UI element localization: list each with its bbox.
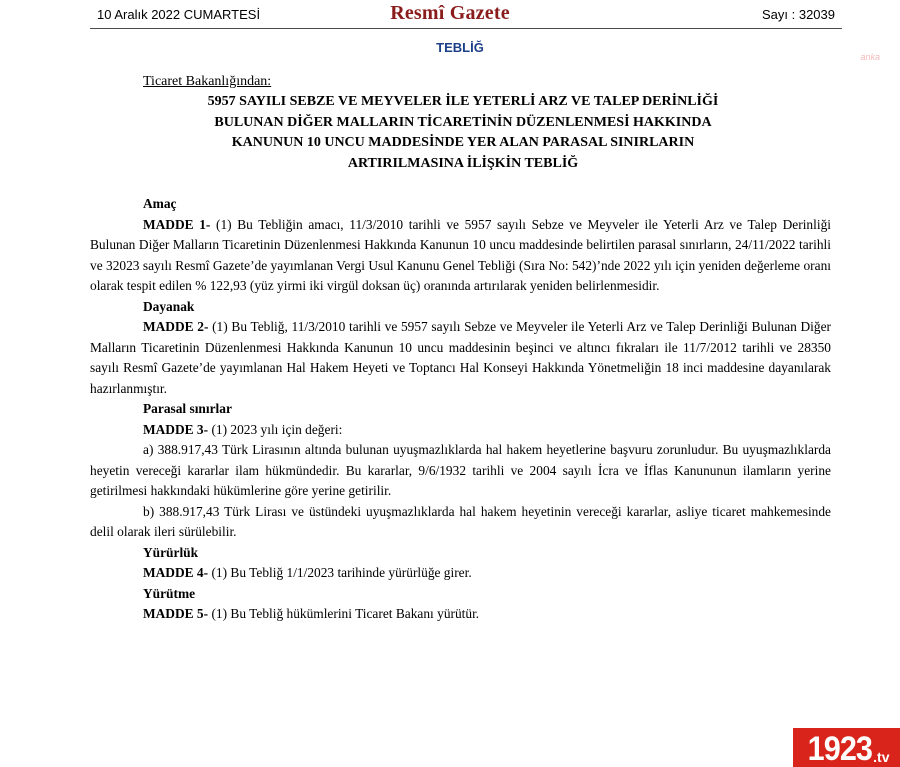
article-text: (1) Bu Tebliğ 1/1/2023 tarihinde yürürlüğe girer. <box>208 565 472 580</box>
watermark-logo: anka <box>860 52 880 62</box>
header-date: 10 Aralık 2022 CUMARTESİ <box>97 7 261 22</box>
1923tv-logo <box>793 728 900 767</box>
section-heading: Dayanak <box>143 298 195 314</box>
article-paragraph <box>90 317 831 399</box>
issuer: Ticaret Bakanlığından: <box>143 74 272 89</box>
header-divider <box>90 28 842 29</box>
section-heading: Amaç <box>143 196 177 211</box>
title-line: BULUNAN DİĞER MALLARIN TİCARETİNİN DÜZENLENMESİ HAKKINDA <box>214 114 712 130</box>
gazette-name: Resmî Gazete <box>390 2 510 24</box>
article-text: (1) Bu Tebliğin amacı, 11/3/2010 tarihli ve 5957 sayılı Sebze ve Meyveler ile Yeterli Arz ve Talep Derinliği Bulunan Diğer Malların Ticaretinin Düzenlenmesi Hakkında Kanunun 10 uncu maddesinde belirtilen parasal sınırların, 24/11/2022 tarihli ve 32023 sayılı Resmî Gazete’de yayımlanan Vergi Usul Kanunu Genel Tebliği (Sıra No: 542)’nde 2022 yılı için yeniden değerleme oranı olarak tespit edilen % 122,93 (yüz yirmi iki virgül doksan üç) oranında artırılarak yeniden belirlenmesidir. <box>90 216 831 293</box>
article-paragraph <box>90 420 831 441</box>
title-line: ARTIRILMASINA İLİŞKİN TEBLİĞ <box>347 155 579 171</box>
article-text: (1) Bu Tebliğ hükümlerini Ticaret Bakanı yürütür. <box>208 606 480 621</box>
article-text: (1) 2023 yılı için değeri: <box>208 421 343 437</box>
article-label: MADDE 1- <box>143 216 211 232</box>
document-title <box>90 92 836 174</box>
document-body <box>90 194 831 625</box>
clause-paragraph <box>90 502 831 543</box>
title-line: 5957 SAYILI SEBZE VE MEYVELER İLE YETERLİ ARZ VE TALEP DERİNLİĞİ <box>207 94 719 109</box>
article-paragraph <box>90 215 831 297</box>
clause-text: a) 388.917,43 Türk Lirasının altında bulunan uyuşmazlıklarda hal hakem heyetlerine başvuru zorunludur. Bu uyuşmazlıklarda heyetin vereceği kararlar ilam hükmündedir. Bu kararlar, 9/6/1932 tarihli ve 2004 sayılı İcra ve İflas Kanununun ilamların yerine getirilmesi hakkındaki hükümlerine göre yerine getirilir. <box>90 442 831 498</box>
title-line: KANUNUN 10 UNCU MADDESİNDE YER ALAN PARASAL SINIRLARIN <box>231 135 695 150</box>
article-paragraph <box>90 563 831 584</box>
clause-paragraph <box>90 440 831 502</box>
clause-text: b) 388.917,43 Türk Lirası ve üstündeki uyuşmazlıklarda hal hakem heyetinin vereceği kararlar, asliye ticaret mahkemesinde delil olarak ileri sürülebilir. <box>90 503 831 539</box>
article-label: MADDE 5- <box>143 606 209 621</box>
section-heading: Parasal sınırlar <box>143 401 232 416</box>
article-label: MADDE 3- <box>143 421 209 437</box>
gazette-header <box>0 0 900 30</box>
section-heading: Yürürlük <box>143 544 199 560</box>
logo-suffix: .tv <box>873 749 890 765</box>
section-heading: Yürütme <box>143 585 196 601</box>
article-label: MADDE 4- <box>143 565 209 580</box>
article-paragraph <box>90 604 831 625</box>
logo-number: 1923 <box>807 730 872 767</box>
article-label: MADDE 2- <box>143 319 209 334</box>
issue-number: Sayı : 32039 <box>762 7 835 22</box>
section-title: TEBLİĞ <box>436 40 484 55</box>
article-text: (1) Bu Tebliğ, 11/3/2010 tarihli ve 5957 sayılı Sebze ve Meyveler ile Yeterli Arz ve Talep Derinliği Bulunan Diğer Malların Ticaretinin Düzenlenmesi Hakkında Kanunun 10 uncu maddesinin beşinci ve altıncı fıkraları ile 11/7/2012 tarihli ve 28350 sayılı Resmî Gazete’de yayımlanan Hal Hakem Heyeti ve Toptancı Hal Konseyi Hakkında Yönetmeliğin 18 inci maddesine dayanılarak hazırlanmıştır. <box>90 319 831 396</box>
